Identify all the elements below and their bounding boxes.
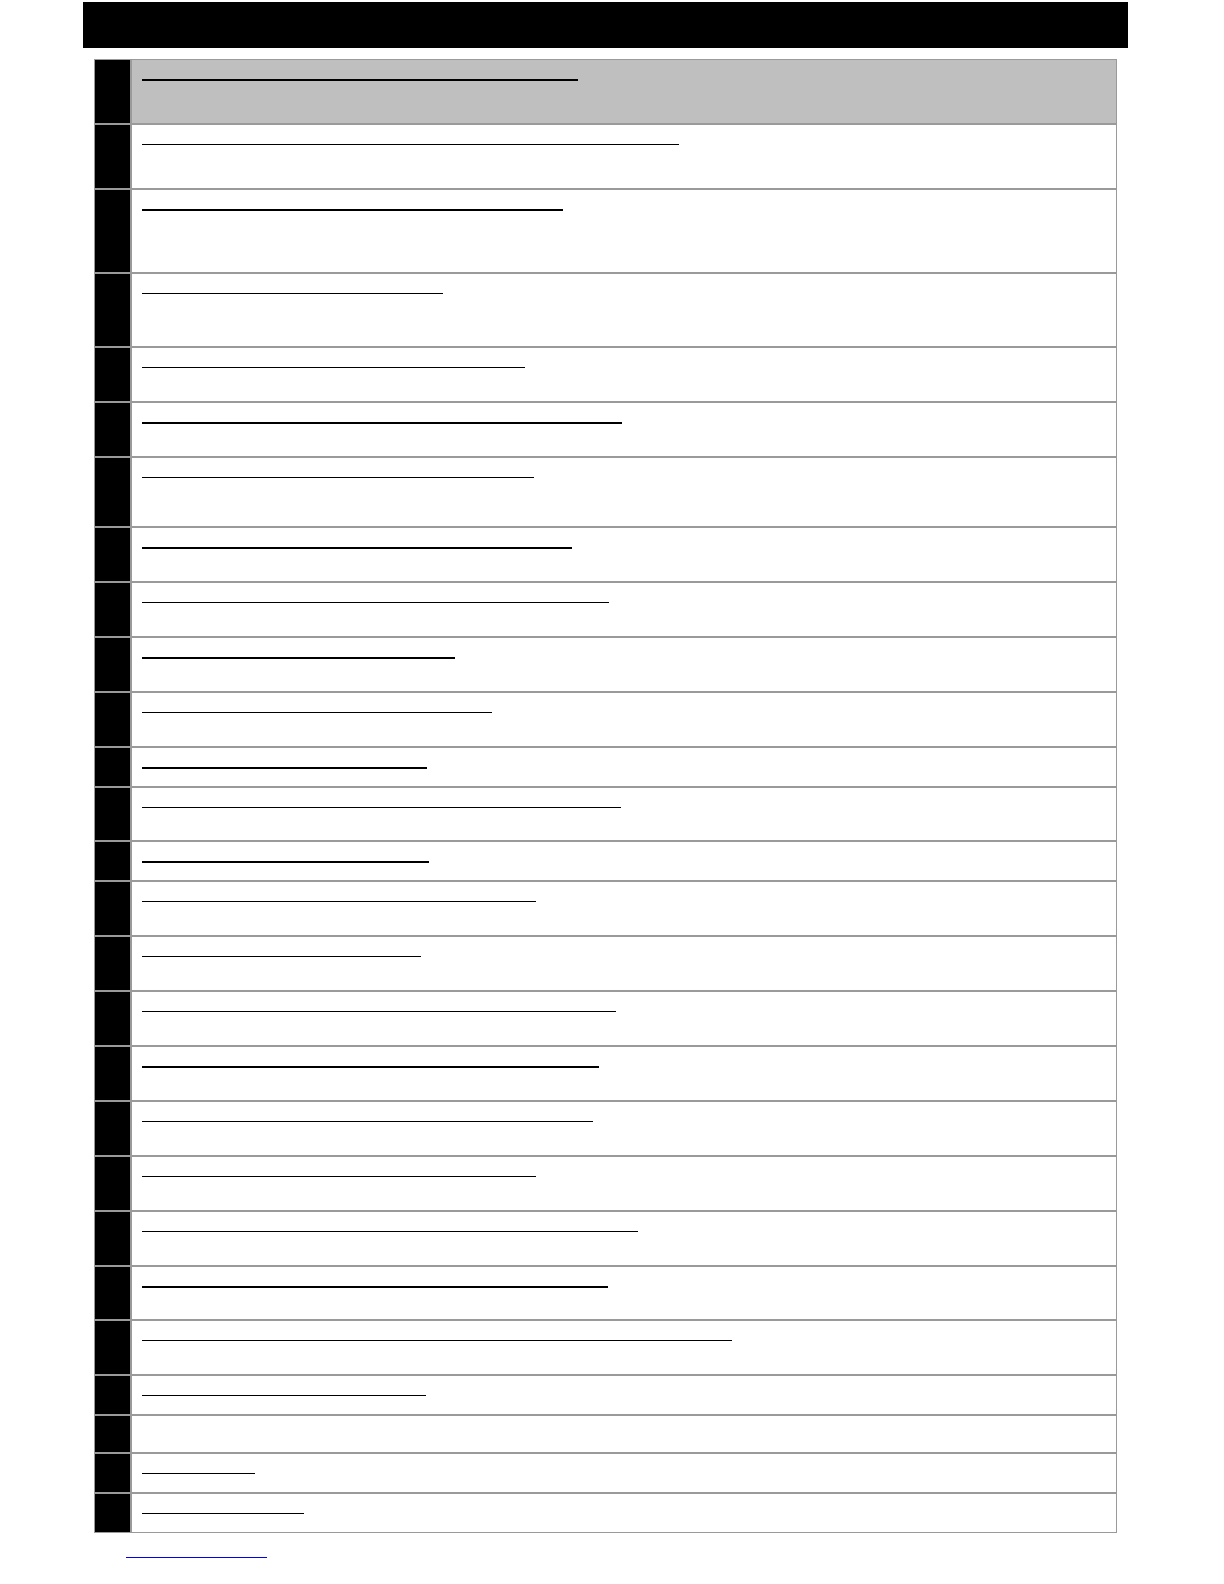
row-number-cell <box>95 992 132 1045</box>
table-row <box>95 1157 1116 1212</box>
row-number-cell <box>95 1321 132 1374</box>
row-number-cell <box>95 583 132 636</box>
table-row <box>95 1212 1116 1267</box>
row-number-cell <box>95 125 132 188</box>
row-number-cell <box>95 693 132 746</box>
row-content-cell <box>132 693 1116 746</box>
row-content-cell <box>132 274 1116 347</box>
row-content-cell <box>132 1267 1116 1320</box>
table-row <box>95 403 1116 458</box>
row-number-cell <box>95 882 132 935</box>
row-number-cell <box>95 1267 132 1320</box>
table-row <box>95 882 1116 937</box>
row-number-cell <box>95 403 132 456</box>
row-number-cell <box>95 348 132 401</box>
row-content-cell <box>132 1102 1116 1155</box>
redacted-text-line <box>142 1513 304 1514</box>
table-row <box>95 638 1116 693</box>
row-content-cell <box>132 458 1116 526</box>
table-row <box>95 748 1116 788</box>
row-number-cell <box>95 842 132 880</box>
row-content-cell <box>132 348 1116 401</box>
row-number-cell <box>95 638 132 691</box>
row-content-cell <box>132 1454 1116 1492</box>
table-row <box>95 528 1116 583</box>
row-number-cell <box>95 1212 132 1265</box>
row-number-cell <box>95 1102 132 1155</box>
row-number-cell <box>95 1376 132 1414</box>
redacted-text-line <box>142 956 421 957</box>
table-row <box>95 125 1116 190</box>
redacted-text-line <box>142 1066 599 1068</box>
table-row <box>95 348 1116 403</box>
redacted-text-line <box>142 547 572 549</box>
row-number-cell <box>95 274 132 347</box>
row-content-cell <box>132 638 1116 691</box>
redacted-text-line <box>142 767 427 769</box>
row-content-cell <box>132 882 1116 935</box>
table-row <box>95 992 1116 1047</box>
row-content-cell <box>132 125 1116 188</box>
redacted-text-line <box>142 209 563 211</box>
table-row <box>95 1321 1116 1376</box>
row-content-cell <box>132 1494 1116 1532</box>
row-content-cell <box>132 1376 1116 1414</box>
row-number-cell <box>95 1416 132 1452</box>
redacted-text-line <box>142 602 609 603</box>
table-row <box>95 1494 1116 1532</box>
redacted-text-line <box>142 477 534 478</box>
redacted-text-line <box>142 1286 608 1288</box>
row-number-cell <box>95 748 132 786</box>
redacted-text-line <box>142 1473 255 1474</box>
content-table <box>94 59 1117 1533</box>
redacted-text-line <box>142 367 525 368</box>
row-content-cell <box>132 190 1116 272</box>
row-content-cell <box>132 528 1116 581</box>
table-row <box>95 583 1116 638</box>
redacted-text-line <box>142 1176 536 1177</box>
footer-link[interactable] <box>126 1557 267 1558</box>
table-row <box>95 788 1116 843</box>
row-number-cell <box>95 1157 132 1210</box>
row-content-cell <box>132 583 1116 636</box>
row-number-cell <box>95 788 132 841</box>
redacted-text-line <box>142 861 429 863</box>
table-row <box>95 274 1116 349</box>
table-row <box>95 1267 1116 1322</box>
row-content-cell <box>132 788 1116 841</box>
row-content-cell <box>132 992 1116 1045</box>
row-content-cell <box>132 1321 1116 1374</box>
table-row <box>95 1047 1116 1102</box>
table-row <box>95 842 1116 882</box>
table-row <box>95 190 1116 274</box>
redacted-text-line <box>142 293 443 294</box>
redacted-text-line <box>142 1395 426 1396</box>
redacted-text-line <box>142 1340 732 1341</box>
table-row <box>95 1102 1116 1157</box>
page-header-bar <box>83 2 1128 48</box>
row-number-cell <box>95 528 132 581</box>
table-header-row <box>95 60 1116 125</box>
redacted-text-line <box>142 901 536 902</box>
table-body <box>95 60 1116 1532</box>
row-content-cell <box>132 60 1116 123</box>
row-number-cell <box>95 190 132 272</box>
row-number-cell <box>95 1047 132 1100</box>
row-content-cell <box>132 1416 1116 1452</box>
table-row <box>95 693 1116 748</box>
row-content-cell <box>132 842 1116 880</box>
row-content-cell <box>132 403 1116 456</box>
redacted-text-line <box>142 712 492 713</box>
table-row <box>95 1454 1116 1494</box>
redacted-text-line <box>142 144 679 145</box>
row-number-cell <box>95 1454 132 1492</box>
row-number-cell <box>95 1494 132 1532</box>
row-content-cell <box>132 937 1116 990</box>
redacted-text-line <box>142 807 621 808</box>
row-number-cell <box>95 458 132 526</box>
redacted-text-line <box>142 1011 616 1012</box>
row-content-cell <box>132 1157 1116 1210</box>
table-row <box>95 458 1116 528</box>
redacted-text-line <box>142 1121 593 1122</box>
redacted-text-line <box>142 79 578 81</box>
row-number-cell <box>95 937 132 990</box>
row-content-cell <box>132 1047 1116 1100</box>
row-content-cell <box>132 1212 1116 1265</box>
redacted-text-line <box>142 657 455 659</box>
redacted-text-line <box>142 422 622 424</box>
row-number-cell <box>95 60 132 123</box>
row-content-cell <box>132 748 1116 786</box>
table-row <box>95 1376 1116 1416</box>
redacted-text-line <box>142 1231 638 1232</box>
table-row <box>95 937 1116 992</box>
table-row <box>95 1416 1116 1454</box>
